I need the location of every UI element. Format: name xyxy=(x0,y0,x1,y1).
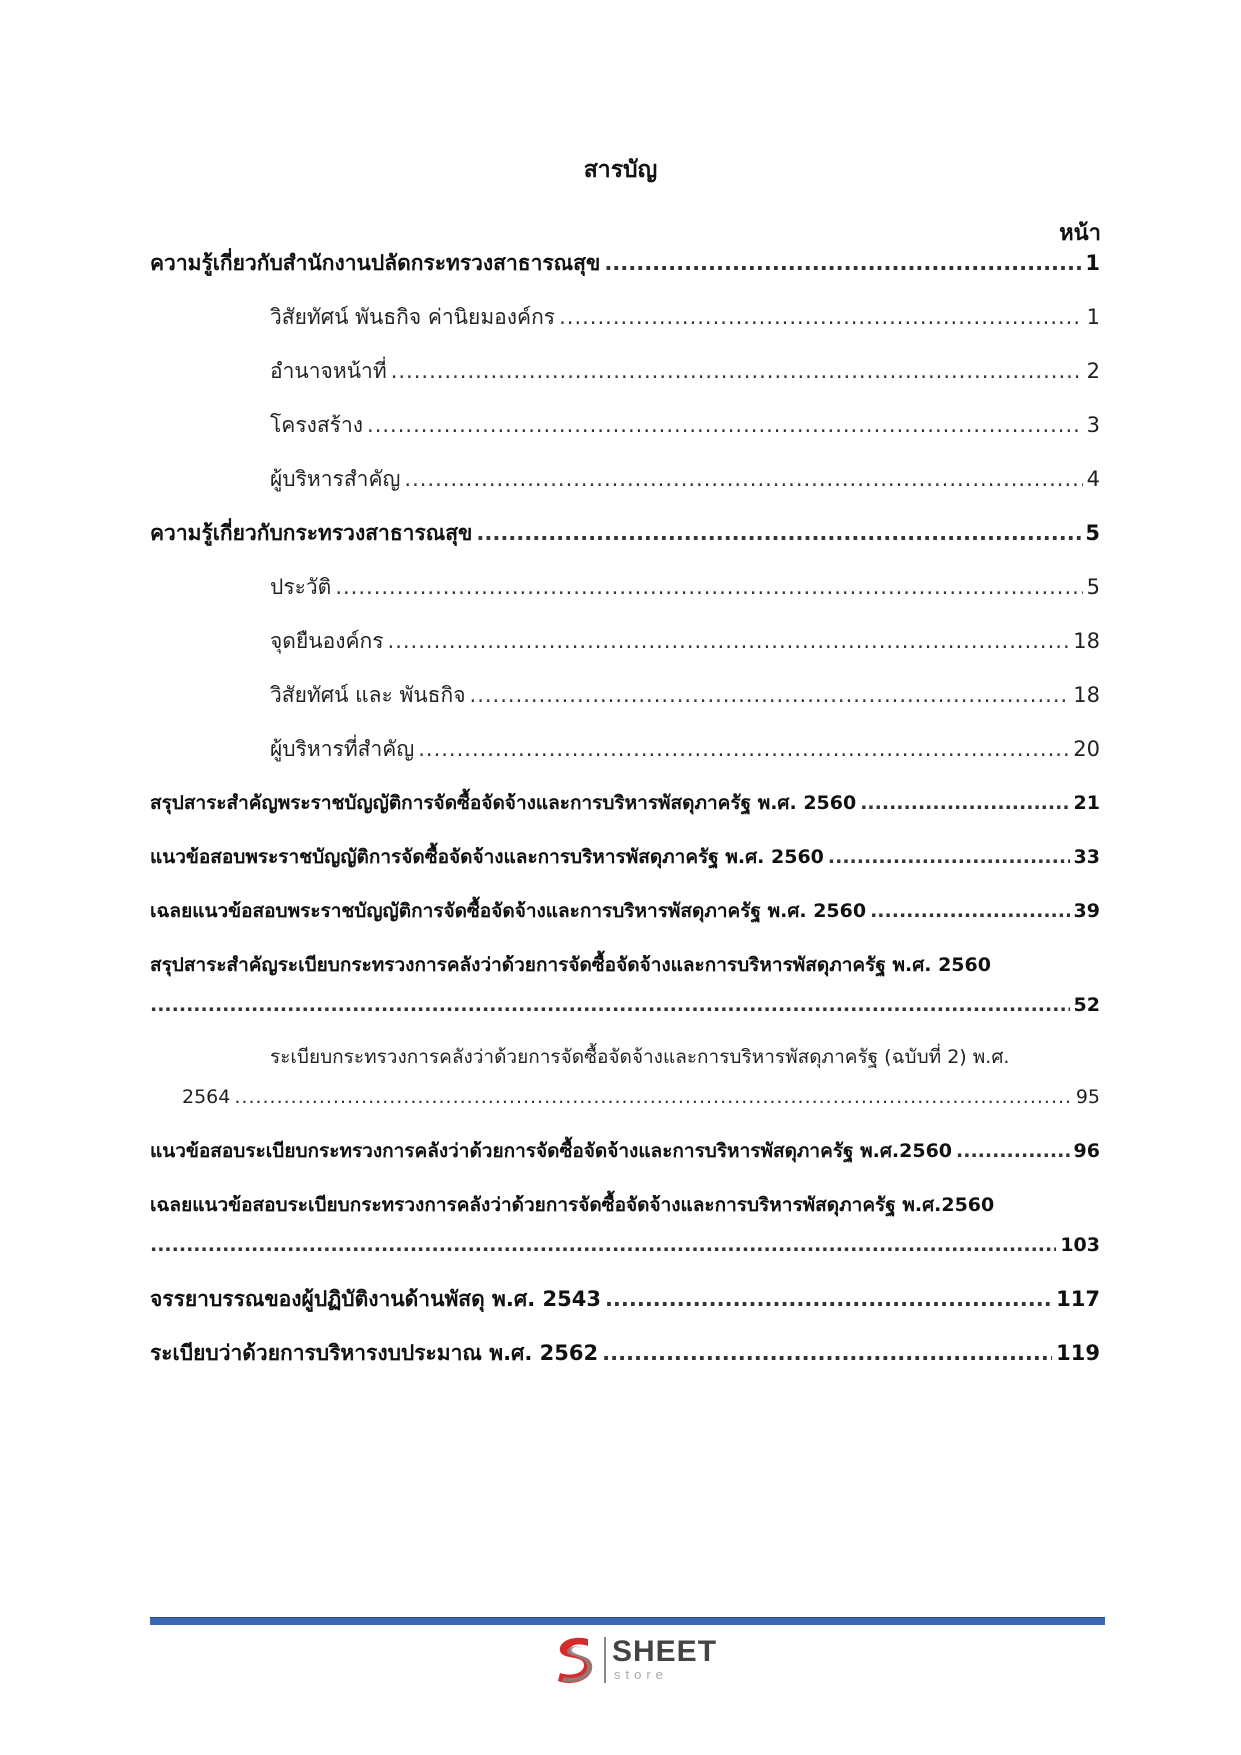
leader-dots xyxy=(870,896,1069,926)
leader-dots xyxy=(956,1136,1070,1166)
toc-entry-page: 2 xyxy=(1086,359,1100,383)
toc-entry-label[interactable]: เฉลยแนวข้อสอบระเบียบกระทรวงการคลังว่าด้วยการจัดซื้อจัดจ้างและการบริหารพัสดุภาครัฐ พ.ศ.2560 xyxy=(150,1194,995,1216)
sheet-store-logo-icon xyxy=(550,1633,600,1687)
toc-entry-page: 1 xyxy=(1086,305,1100,329)
toc-entry[interactable] xyxy=(150,1136,1100,1166)
toc-entry-label: 2564 xyxy=(182,1086,231,1108)
toc-entry-label[interactable]: ระเบียบกระทรวงการคลังว่าด้วยการจัดซื้อจัดจ้างและการบริหารพัสดุภาครัฐ (ฉบับที่ 2) พ.ศ. xyxy=(270,1046,1010,1068)
sheet-store-logo xyxy=(550,1633,730,1689)
leader-dots xyxy=(150,990,1070,1020)
leader-dots xyxy=(404,464,1082,494)
leader-dots xyxy=(150,1230,1056,1260)
toc-entry-label: ผู้บริหารสำคัญ xyxy=(270,467,401,491)
toc-entry-page: 96 xyxy=(1073,1140,1100,1162)
toc-entry-label: แนวข้อสอบพระราชบัญญัติการจัดซื้อจัดจ้างและการบริหารพัสดุภาครัฐ พ.ศ. 2560 xyxy=(150,846,824,868)
toc-entry[interactable] xyxy=(150,248,1100,278)
toc-entry-page: 18 xyxy=(1073,629,1100,653)
toc-entry-page: 117 xyxy=(1056,1287,1100,1311)
toc-entry-label: โครงสร้าง xyxy=(270,413,364,437)
toc-entry-page: 33 xyxy=(1073,846,1100,868)
toc-entry[interactable] xyxy=(150,1284,1100,1314)
leader-dots xyxy=(388,626,1070,656)
toc-entry-page: 20 xyxy=(1073,737,1100,761)
leader-dots xyxy=(828,842,1070,872)
toc-entry-page: 5 xyxy=(1086,575,1100,599)
toc-entry[interactable] xyxy=(270,680,1100,710)
leader-dots xyxy=(559,302,1083,332)
toc-entry-label: อำนาจหน้าที่ xyxy=(270,359,387,383)
toc-entry[interactable] xyxy=(270,356,1100,386)
toc-entry-page: 18 xyxy=(1073,683,1100,707)
toc-entry[interactable] xyxy=(150,990,1100,1020)
toc-entry[interactable] xyxy=(270,410,1100,440)
toc-entry-page: 119 xyxy=(1056,1341,1100,1365)
toc-entry-label: จรรยาบรรณของผู้ปฏิบัติงานด้านพัสดุ พ.ศ. 2543 xyxy=(150,1287,601,1311)
toc-entry-page: 103 xyxy=(1060,1234,1100,1256)
logo-subtext: store xyxy=(614,1667,668,1682)
leader-dots xyxy=(476,518,1081,548)
toc-entry-label: ระเบียบว่าด้วยการบริหารงบประมาณ พ.ศ. 2562 xyxy=(150,1341,599,1365)
leader-dots xyxy=(470,680,1070,710)
toc-entry[interactable] xyxy=(150,1338,1100,1368)
toc-entry[interactable] xyxy=(182,1082,1100,1112)
toc-entry[interactable] xyxy=(270,464,1100,494)
leader-dots xyxy=(860,788,1069,818)
toc-entry-page: 52 xyxy=(1073,994,1100,1016)
toc-entry-label: สรุปสาระสำคัญพระราชบัญญัติการจัดซื้อจัดจ้างและการบริหารพัสดุภาครัฐ พ.ศ. 2560 xyxy=(150,792,857,814)
toc-entry-label[interactable]: สรุปสาระสำคัญระเบียบกระทรวงการคลังว่าด้วยการจัดซื้อจัดจ้างและการบริหารพัสดุภาครัฐ พ.ศ. 2560 xyxy=(150,954,991,976)
toc-entry-page: 21 xyxy=(1073,792,1100,814)
toc-entry-page: 39 xyxy=(1073,900,1100,922)
toc-entry-label: จุดยืนองค์กร xyxy=(270,629,384,653)
toc-entry[interactable] xyxy=(150,842,1100,872)
toc-entry[interactable] xyxy=(150,1230,1100,1260)
toc-entry-label: ผู้บริหารที่สำคัญ xyxy=(270,737,415,761)
leader-dots xyxy=(335,572,1082,602)
toc-entry[interactable] xyxy=(270,626,1100,656)
toc-entry[interactable] xyxy=(150,896,1100,926)
leader-dots xyxy=(418,734,1069,764)
leader-dots xyxy=(234,1082,1071,1112)
toc-entry[interactable] xyxy=(150,788,1100,818)
leader-dots xyxy=(604,248,1081,278)
toc-entry-page: 1 xyxy=(1085,251,1100,275)
toc-entry-label: วิสัยทัศน์ และ พันธกิจ xyxy=(270,683,466,707)
toc-entry[interactable] xyxy=(270,302,1100,332)
toc-entry[interactable] xyxy=(270,734,1100,764)
toc-entry-page: 95 xyxy=(1075,1086,1100,1108)
leader-dots xyxy=(602,1338,1052,1368)
toc-entry[interactable] xyxy=(150,518,1100,548)
toc-entry-label: ความรู้เกี่ยวกับสำนักงานปลัดกระทรวงสาธารณสุข xyxy=(150,251,601,275)
toc-entry-label: เฉลยแนวข้อสอบพระราชบัญญัติการจัดซื้อจัดจ้างและการบริหารพัสดุภาครัฐ พ.ศ. 2560 xyxy=(150,900,867,922)
toc-entry-label: วิสัยทัศน์ พันธกิจ ค่านิยมองค์กร xyxy=(270,305,556,329)
toc-entry-page: 4 xyxy=(1086,467,1100,491)
logo-divider xyxy=(604,1637,606,1683)
footer-divider xyxy=(150,1617,1105,1625)
page-column-header: หน้า xyxy=(1059,221,1101,246)
toc-entry-page: 5 xyxy=(1085,521,1100,545)
leader-dots xyxy=(605,1284,1052,1314)
page-title: สารบัญ xyxy=(583,157,658,183)
logo-text: SHEET xyxy=(612,1635,718,1668)
toc-entry[interactable] xyxy=(270,572,1100,602)
toc-entry-page: 3 xyxy=(1086,413,1100,437)
leader-dots xyxy=(391,356,1083,386)
leader-dots xyxy=(367,410,1083,440)
toc-entry-label: ประวัติ xyxy=(270,575,332,599)
toc-entry-label: แนวข้อสอบระเบียบกระทรวงการคลังว่าด้วยการจัดซื้อจัดจ้างและการบริหารพัสดุภาครัฐ พ.ศ.2560 xyxy=(150,1140,953,1162)
toc-entry-label: ความรู้เกี่ยวกับกระทรวงสาธารณสุข xyxy=(150,521,473,545)
